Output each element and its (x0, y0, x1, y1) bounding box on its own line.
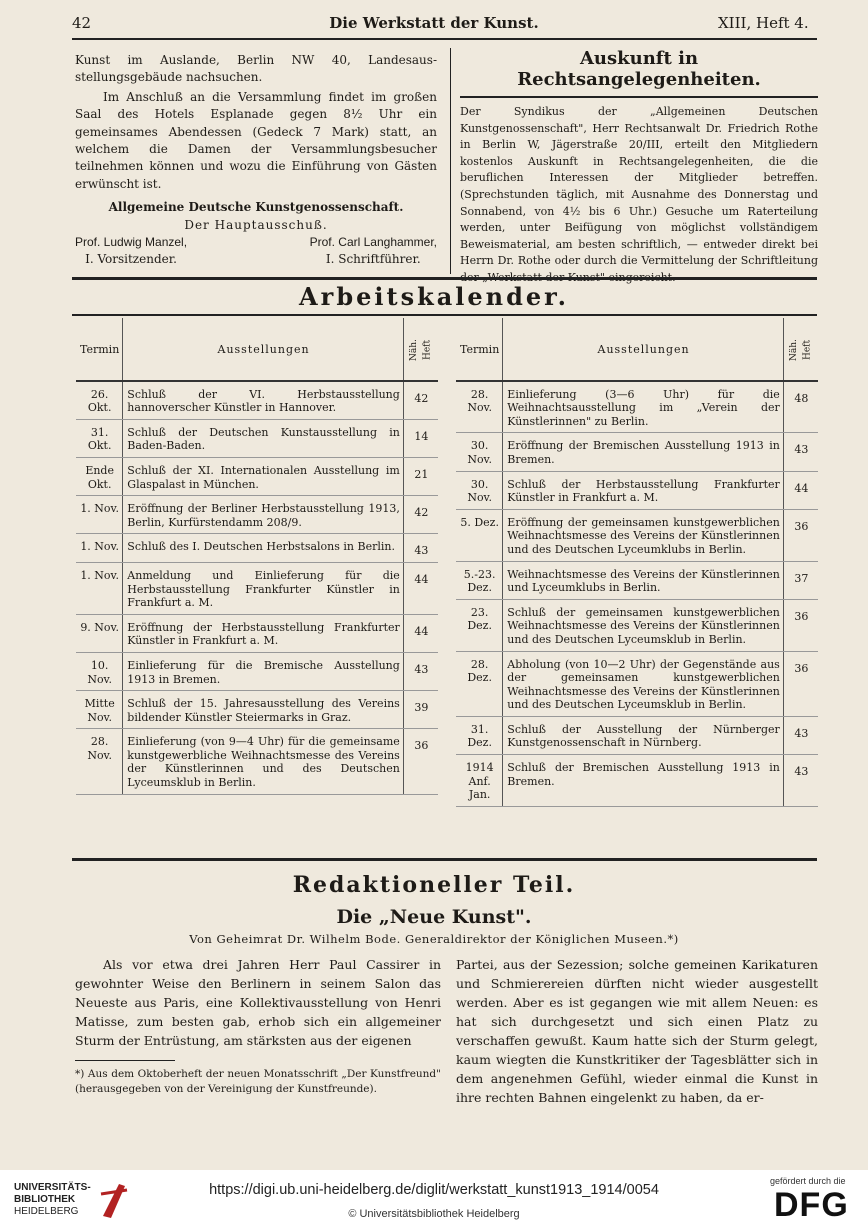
calendar-date: 9. Nov. (76, 614, 123, 652)
calendar-issue: 44 (403, 614, 438, 652)
article-title: Die „Neue Kunst". (336, 906, 532, 928)
calendar-rule-top (72, 277, 817, 280)
calendar-rule-below-title (72, 314, 817, 316)
issue-label: XIII, Heft 4. (718, 14, 809, 32)
col-header-issue-label: Näh. Heft (408, 339, 433, 361)
calendar-issue: 43 (783, 755, 818, 807)
calendar-row (76, 381, 438, 420)
article-byline: Von Geheimrat Dr. Wilhelm Bode. Generaldirektor der Königlichen Museen.*) (189, 932, 679, 946)
calendar-row (76, 419, 438, 457)
sig2-role: I. Schriftführer. (325, 252, 421, 267)
right-top-column (460, 48, 818, 287)
calendar-entry: Schluß der Ausstellung der Nürnberger Kunstgenossenschaft in Nürnberg. (503, 716, 784, 754)
calendar-issue: 44 (403, 562, 438, 614)
calendar-date: Ende Okt. (76, 457, 123, 495)
org-name: Allgemeine Deutsche Kunstgenossenschaft. (108, 200, 404, 215)
calendar-row (76, 457, 438, 495)
calendar-date: 31. Okt. (76, 419, 123, 457)
calendar-date: 28. Dez. (456, 651, 503, 716)
col-header-exhibitions: Ausstellungen (123, 318, 404, 381)
calendar-row (76, 534, 438, 563)
article-column-1 (75, 955, 441, 1097)
calendar-date: 5.-23. Dez. (456, 561, 503, 599)
legal-heading: Auskunft in Rechtsangelegenheiten. (460, 48, 818, 98)
calendar-header-row (456, 318, 818, 381)
calendar-row (76, 614, 438, 652)
calendar-table-right (456, 318, 818, 807)
article-col2-text: Partei, aus der Sezession; solche gemeinen Karikaturen und Schmierereien dürften nicht wieder ausgestellt werden. Aber es ist gegangen wie mit allem Neuen: es hat sich durchgesetzt und sich einen Platz zu verschaffen gewußt. Kaum hatte sich der Sturm gelegt, kaum wiegten die Kunstkritiker der Tagesblätter sich in dem angenehmen Gefühl, wieder einmal die Kunst in ihre rechten Bahnen eingelenkt zu haben, da er- (456, 957, 818, 1105)
funding-note: gefördert durch die (770, 1176, 846, 1186)
calendar-issue: 43 (783, 433, 818, 471)
calendar-date: 1914 Anf. Jan. (456, 755, 503, 807)
calendar-issue: 14 (403, 419, 438, 457)
footnote: *) Aus dem Oktoberheft der neuen Monatsschrift „Der Kunstfreund" (herausgegeben von der Vereinigung der Kunstfreunde). (75, 1068, 441, 1095)
permalink-url[interactable]: https://digi.ub.uni-heidelberg.de/diglit/werkstatt_kunst1913_1914/0054 (209, 1182, 659, 1198)
col-header-date: Termin (456, 318, 503, 381)
calendar-issue: 42 (403, 496, 438, 534)
column-divider-top (450, 48, 451, 274)
sig1-role: I. Vorsitzender. (85, 252, 177, 267)
calendar-rule-bottom (72, 858, 817, 861)
calendar-row (456, 433, 818, 471)
legal-text: Der Syndikus der „Allgemeinen Deutschen Kunstgenossenschaft", Herr Rechtsanwalt Dr. Friedrich Rothe in Berlin W, Jägerstraße 20/III, erteilt den Mitgliedern kostenlos Auskunft in Rechtsangelegenheiten, die die beruflichen Interessen der Mitglieder betreffen. (Sprechstunden täglich, mit Ausnahme des Donnerstag und Sonnabend, von 4½ bis 6 Uhr.) Gesuche um Raterteilung werden, unter Beifügung von möglichst vollständigem Beweismaterial, am besten schriftlich, — entweder direkt bei Herrn Dr. Rothe oder durch die Vermittelung der Schriftleitung (460, 105, 818, 268)
calendar-date: 23. Dez. (456, 599, 503, 651)
calendar-issue: 43 (783, 716, 818, 754)
signature-1 (75, 234, 187, 269)
calendar-entry: Schluß der Herbstausstellung Frankfurter Künstler in Frankfurt a. M. (503, 471, 784, 509)
page-number: 42 (72, 14, 92, 32)
calendar-entry: Schluß der VI. Herbstausstellung hannoverscher Künstler in Hannover. (123, 381, 404, 420)
footnote-rule (75, 1060, 175, 1061)
calendar-date: 31. Dez. (456, 716, 503, 754)
calendar-issue: 36 (783, 509, 818, 561)
calendar-date: 5. Dez. (456, 509, 503, 561)
calendar-row (456, 599, 818, 651)
col-header-issue (403, 318, 438, 381)
calendar-row (456, 381, 818, 433)
signature-2 (310, 234, 437, 269)
calendar-row (76, 729, 438, 794)
calendar-row (456, 755, 818, 807)
editorial-section-title: Redaktioneller Teil. (292, 872, 576, 898)
calendar-row (456, 716, 818, 754)
calendar-entry: Schluß des I. Deutschen Herbstsalons in Berlin. (123, 534, 404, 563)
calendar-row (76, 496, 438, 534)
calendar-date: 30. Nov. (456, 433, 503, 471)
sig1-name: Prof. Ludwig Manzel, (75, 235, 188, 250)
calendar-issue: 21 (403, 457, 438, 495)
calendar-row (76, 562, 438, 614)
header-rule (72, 38, 817, 40)
calendar-entry: Schluß der Bremischen Ausstellung 1913 in Bremen. (503, 755, 784, 807)
calendar-entry: Schluß der Deutschen Kunstausstellung in Baden-Baden. (123, 419, 404, 457)
col-header-exhibitions: Ausstellungen (503, 318, 784, 381)
calendar-entry: Abholung (von 10—2 Uhr) der Gegenstände aus der gemeinsamen kunstgewerblichen Weihnachtsmesse des Vereins der Künstlerinnen und des Deutschen Lyceumsklub in Berlin. (503, 651, 784, 716)
calendar-header-row (76, 318, 438, 381)
calendar-row (456, 651, 818, 716)
calendar-entry: Einlieferung (3—6 Uhr) für die Weihnachtsausstellung im „Verein der Künstlerinnen" zu Berlin. (503, 381, 784, 433)
article-column-2 (456, 955, 818, 1107)
calendar-table-left (76, 318, 438, 795)
calendar-issue: 43 (403, 652, 438, 690)
calendar-date: 10. Nov. (76, 652, 123, 690)
calendar-entry: Schluß der gemeinsamen kunstgewerblichen Weihnachtsmesse des Vereins der Künstlerinnen und des Deutschen Lyceumsklub in Berlin. (503, 599, 784, 651)
calendar-date: 28. Nov. (456, 381, 503, 433)
article-col1-text: Als vor etwa drei Jahren Herr Paul Cassirer in gewohnter Weise den Berlinern in seinem Salon das Neueste aus Paris, eine Kollektivausstellung von Henri Matisse, zum besten gab, erhob sich ein allgemeiner Sturm der Entrüstung, am stärksten aus der eigenen (75, 957, 441, 1048)
calendar-title: Arbeitskalender. (299, 282, 569, 311)
calendar-entry: Eröffnung der gemeinsamen kunstgewerblichen Weihnachtsmesse des Vereins der Künstlerinnen und des Deutschen Lyceumklubs in Berlin. (503, 509, 784, 561)
calendar-entry: Eröffnung der Berliner Herbstausstellung 1913, Berlin, Kurfürstendamm 208/9. (123, 496, 404, 534)
calendar-date: 1. Nov. (76, 496, 123, 534)
library-line-3: HEIDELBERG (14, 1206, 79, 1217)
calendar-row (76, 691, 438, 729)
calendar-row (456, 471, 818, 509)
calendar-date: 26. Okt. (76, 381, 123, 420)
copyright: © Universitätsbibliothek Heidelberg (348, 1208, 520, 1220)
calendar-issue: 36 (403, 729, 438, 794)
calendar-row (76, 652, 438, 690)
calendar-entry: Eröffnung der Bremischen Ausstellung 1913 in Bremen. (503, 433, 784, 471)
calendar-issue: 42 (403, 381, 438, 420)
calendar-entry: Einlieferung für die Bremische Ausstellung 1913 in Bremen. (123, 652, 404, 690)
paragraph-1: Kunst im Auslande, Berlin NW 40, Landesaus-stellungsgebäude nachsuchen. (75, 53, 437, 85)
calendar-entry: Weihnachtsmesse des Vereins der Künstlerinnen und Lyceumklubs in Berlin. (503, 561, 784, 599)
running-title: Die Werkstatt der Kunst. (329, 14, 539, 32)
sig2-name: Prof. Carl Langhammer, (309, 235, 437, 250)
calendar-row (456, 509, 818, 561)
calendar-entry: Anmeldung und Einlieferung für die Herbstausstellung Frankfurter Künstler in Frankfurt a. M. (123, 562, 404, 614)
calendar-issue: 48 (783, 381, 818, 433)
calendar-issue: 43 (403, 534, 438, 563)
calendar-entry: Schluß der XI. Internationalen Ausstellung im Glaspalast in München. (123, 457, 404, 495)
calendar-row (456, 561, 818, 599)
col-header-date: Termin (76, 318, 123, 381)
paragraph-2: Im Anschluß an die Versammlung findet im großen Saal des Hotels Esplanade gegen 8½ Uhr ein gemeinsames Abendessen (Gedeck 7 Mark) statt, an welchem die Damen der Versammlungsbesucher teilnehmen können und wozu die Einführung von Gästen erwünscht ist. (75, 89, 437, 191)
committee-name: Der Hauptausschuß. (184, 217, 328, 232)
calendar-issue: 39 (403, 691, 438, 729)
calendar-entry: Schluß der 15. Jahresausstellung des Vereins bildender Künstler Steiermarks in Graz. (123, 691, 404, 729)
calendar-issue: 36 (783, 651, 818, 716)
viewer-footer (0, 1170, 868, 1230)
calendar-date: Mitte Nov. (76, 691, 123, 729)
calendar-date: 1. Nov. (76, 562, 123, 614)
calendar-date: 30. Nov. (456, 471, 503, 509)
col-header-issue (783, 318, 818, 381)
calendar-entry: Einlieferung (von 9—4 Uhr) für die gemeinsame kunstgewerbliche Weihnachtsmesse des Vereins der Künstlerinnen und des Deutschen Lyceumsklub in Berlin. (123, 729, 404, 794)
calendar-date: 28. Nov. (76, 729, 123, 794)
library-line-2: BIBLIOTHEK (14, 1194, 76, 1205)
calendar-issue: 36 (783, 599, 818, 651)
col-header-issue-label: Näh. Heft (788, 339, 813, 361)
calendar-date: 1. Nov. (76, 534, 123, 563)
library-line-1: UNIVERSITÄTS- (14, 1182, 91, 1193)
calendar-issue: 37 (783, 561, 818, 599)
left-top-column (75, 52, 437, 269)
calendar-entry: Eröffnung der Herbstausstellung Frankfurter Künstler in Frankfurt a. M. (123, 614, 404, 652)
dfg-logo[interactable]: DFG (774, 1186, 849, 1224)
calendar-issue: 44 (783, 471, 818, 509)
signatures (75, 234, 437, 269)
